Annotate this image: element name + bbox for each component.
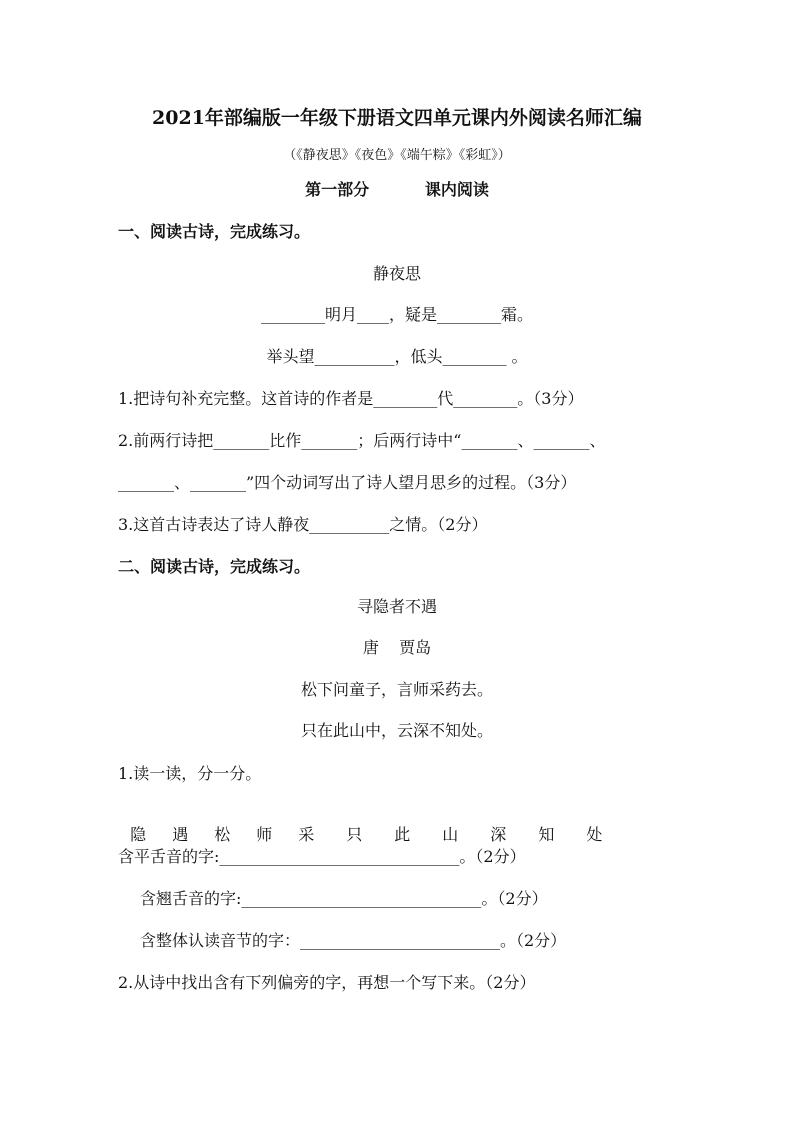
section1-poem-title: 静夜思	[372, 264, 421, 283]
document-subtitle: （《静夜思》《夜色》《端午粽》《彩虹》）	[283, 148, 511, 163]
section2-poem-line2: 只在此山中，云深不知处。	[300, 721, 493, 740]
section1-question2-line1: 2.前两行诗把_______比作_______；后两行诗中“_______、_______、	[118, 431, 606, 450]
char-item: 山	[442, 825, 459, 844]
section2-poem-line1: 松下问童子，言师采药去。	[300, 680, 493, 699]
question1-retroflex: 含翘舌音的字:______________________________。（2分）	[140, 889, 548, 908]
character-list	[120, 805, 628, 845]
section1-question3: 3.这首古诗表达了诗人静夜__________之情。（2分）	[118, 515, 488, 534]
char-item: 松	[214, 825, 231, 844]
char-item: 师	[256, 825, 273, 844]
char-item: 只	[346, 825, 363, 844]
char-item: 此	[394, 825, 411, 844]
char-item: 采	[298, 825, 315, 844]
section2-heading: 二、阅读古诗，完成练习。	[118, 557, 311, 576]
section2-question2: 2.从诗中找出含有下列偏旁的字，再想一个写下来。（2分）	[118, 973, 536, 992]
question1-flat-tongue: 含平舌音的字:______________________________。（2分）	[118, 847, 526, 866]
char-item: 隐	[130, 825, 147, 844]
section2-poem-author: 唐 贾岛	[362, 638, 432, 657]
part-heading: 第一部分 课内阅读	[305, 180, 489, 199]
char-item: 深	[490, 825, 507, 844]
char-item: 知	[538, 825, 555, 844]
section1-heading: 一、阅读古诗，完成练习。	[118, 222, 311, 241]
section2-poem-title: 寻隐者不遇	[356, 597, 437, 616]
section1-question2-line2: _______、_______”四个动词写出了诗人望月思乡的过程。（3分）	[118, 473, 577, 492]
section1-poem-line2: 举头望__________，低头________ 。	[266, 347, 528, 366]
question1-whole-syllable: 含整体认读音节的字：_________________________。（2分）	[140, 931, 567, 950]
section2-question1: 1.读一读，分一分。	[118, 764, 262, 783]
char-item: 遇	[172, 825, 189, 844]
char-item: 处	[586, 825, 603, 844]
section1-poem-line1: ________明月____，疑是________霜。	[260, 305, 533, 324]
section1-question1: 1.把诗句补充完整。这首诗的作者是________代________。（3分）	[118, 389, 584, 408]
document-title: 2021年部编版一年级下册语文四单元课内外阅读名师汇编	[152, 107, 642, 129]
